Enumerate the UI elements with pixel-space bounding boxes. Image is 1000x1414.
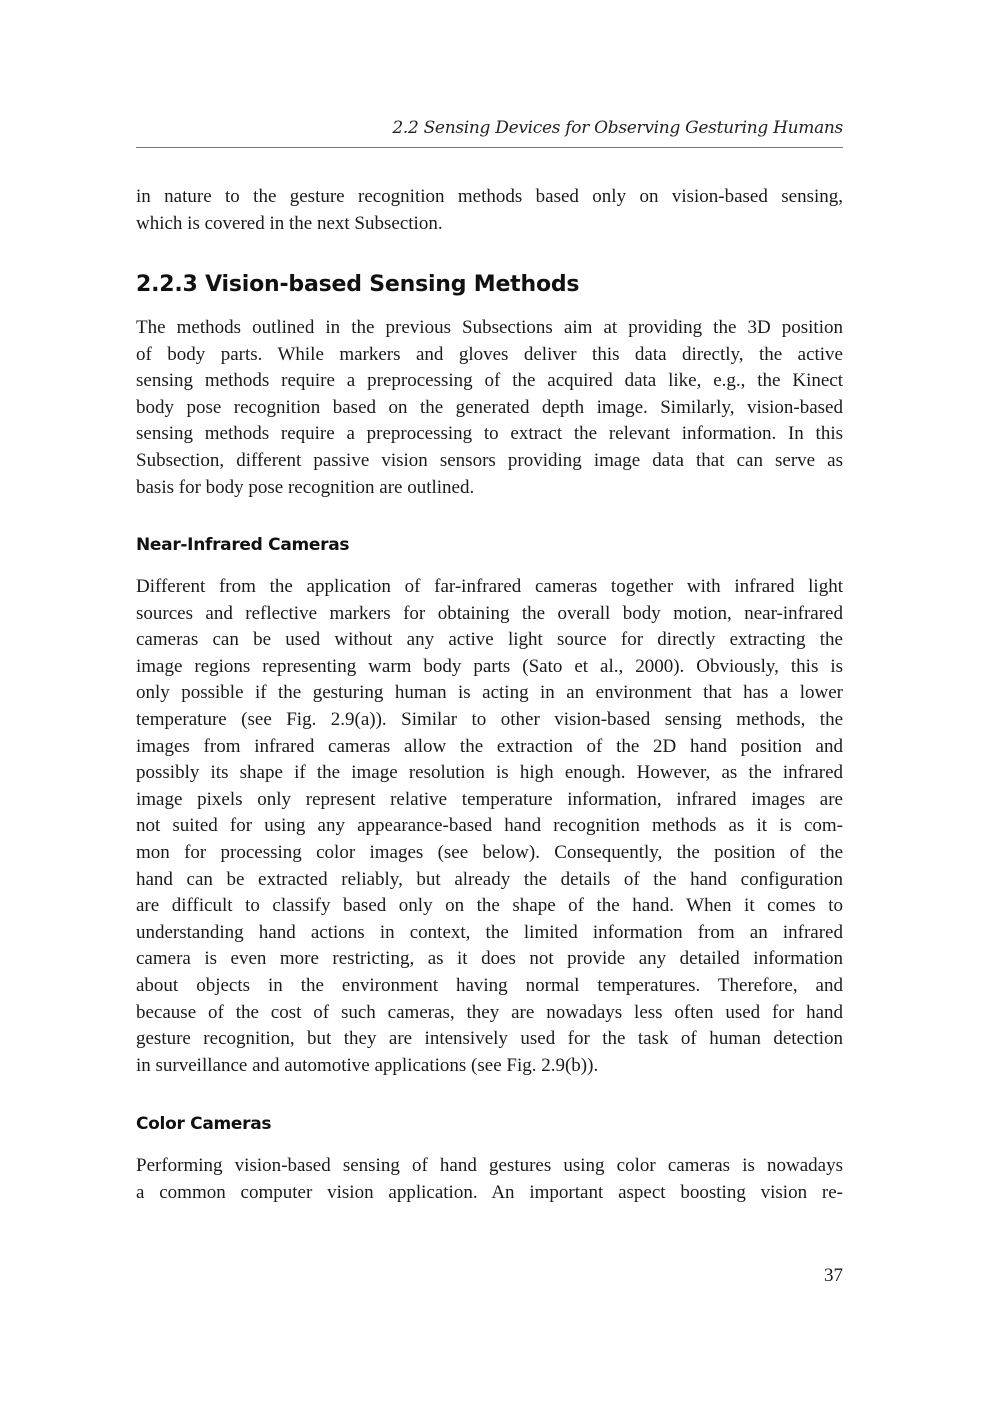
text-line: temperature (see Fig. 2.9(a)). Similar to other vision-based sensing methods, the <box>136 708 843 730</box>
text-line: basis for body pose recognition are outlined. <box>136 476 475 498</box>
text-line: sensing methods require a preprocessing to extract the relevant information. In this <box>136 423 843 445</box>
text-line: The methods outlined in the previous Subsections aim at providing the 3D position <box>136 317 843 338</box>
text-line: possibly its shape if the image resolution is high enough. However, as the infrared <box>136 762 843 784</box>
text-line: image regions representing warm body parts (Sato et al., 2000). Obviously, this is <box>136 655 843 677</box>
text-line: hand can be extracted reliably, but already the details of the hand configuration <box>136 868 843 890</box>
text-line: gesture recognition, but they are intensively used for the task of human detection <box>136 1028 843 1050</box>
page-number: 37 <box>824 1265 843 1286</box>
text-line: understanding hand actions in context, the limited information from an infrared <box>136 921 843 943</box>
header-rule <box>136 147 843 148</box>
text-line: which is covered in the next Subsection. <box>136 212 443 234</box>
text-line: camera is even more restricting, as it does not provide any detailed information <box>136 948 843 970</box>
section-heading: 2.2.3 Vision-based Sensing Methods <box>136 272 580 297</box>
text-line: mon for processing color images (see below). Consequently, the position of the <box>136 841 843 863</box>
text-line: sources and reflective markers for obtaining the overall body motion, near-infrared <box>136 602 843 624</box>
text-line: only possible if the gesturing human is acting in an environment that has a lower <box>136 682 843 704</box>
text-line: image pixels only represent relative temperature information, infrared images are <box>136 788 843 810</box>
text-line: about objects in the environment having normal temperatures. Therefore, and <box>136 974 843 996</box>
text-line: are difficult to classify based only on the shape of the hand. When it comes to <box>136 895 843 917</box>
text-line: in surveillance and automotive applications (see Fig. 2.9(b)). <box>136 1054 599 1076</box>
near-infrared-paragraph <box>136 574 843 1079</box>
text-line: of body parts. While markers and gloves deliver this data directly, the active <box>136 343 843 365</box>
text-line: not suited for using any appearance-based hand recognition methods as it is com- <box>136 815 843 837</box>
running-header: 2.2 Sensing Devices for Observing Gesturing Humans <box>392 118 843 138</box>
intro-paragraph <box>136 184 843 237</box>
subsection-heading-near-infrared: Near-Infrared Cameras <box>136 535 350 555</box>
text-line: images from infrared cameras allow the extraction of the 2D hand position and <box>136 735 843 757</box>
section-paragraph <box>136 315 843 501</box>
text-line: in nature to the gesture recognition methods based only on vision-based sensing, <box>136 186 843 207</box>
text-line: Subsection, different passive vision sensors providing image data that can serve as <box>136 449 843 471</box>
subsection-heading-color-cameras: Color Cameras <box>136 1114 272 1134</box>
text-line: a common computer vision application. An important aspect boosting vision re- <box>136 1181 843 1203</box>
color-cameras-paragraph <box>136 1153 843 1206</box>
document-page <box>136 0 843 1414</box>
text-line: sensing methods require a preprocessing of the acquired data like, e.g., the Kinect <box>136 370 843 392</box>
text-line: body pose recognition based on the generated depth image. Similarly, vision-based <box>136 396 843 418</box>
text-line: cameras can be used without any active light source for directly extracting the <box>136 629 843 651</box>
text-line: because of the cost of such cameras, they are nowadays less often used for hand <box>136 1001 843 1023</box>
text-line: Performing vision-based sensing of hand gestures using color cameras is nowadays <box>136 1155 843 1176</box>
text-line: Different from the application of far-infrared cameras together with infrared light <box>136 576 843 597</box>
